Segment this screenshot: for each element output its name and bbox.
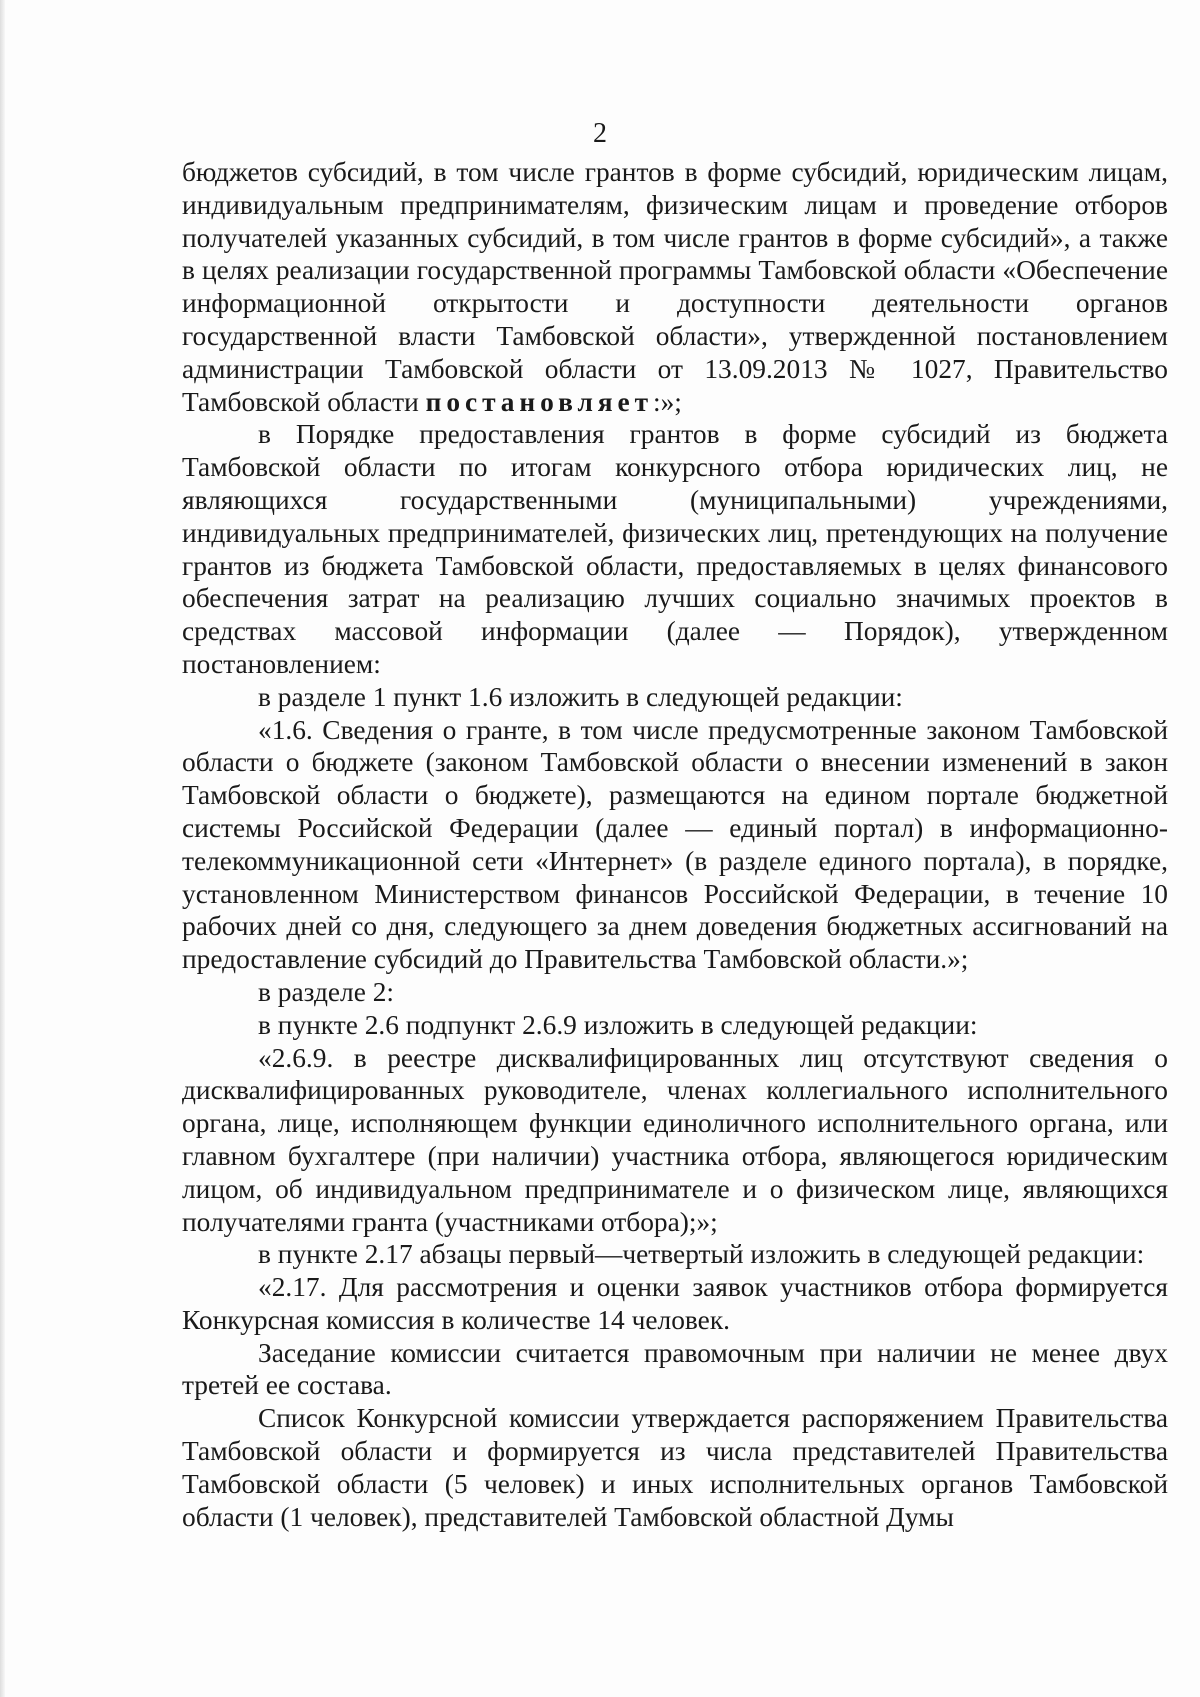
paragraph-7: «2.6.9. в реестре дисквалифицированных лиц отсутствуют сведения о дисквалифицированных руководителе, членах коллегиального исполнительного органа, лице, исполняющем функции единоличного исполнительного органа, или главном бухгалтере (при наличии) участника отбора, являющегося юридическим лицом, об индивидуальном предпринимателе и о физическом лице, являющихся получателями гранта (участниками отбора);»; <box>182 1042 1168 1237</box>
paragraph-4: «1.6. Сведения о гранте, в том числе предусмотренные законом Тамбовской области о бюджете (законом Тамбовской области о внесении изменений в закон Тамбовской области о бюджете), размещаются на едином портале бюджетной системы Российской Федерации (далее — единый портал) в информационно-телекоммуникационной сети «Интернет» (в разделе единого портала), в порядке, установленном Министерством финансов Российской Федерации, в течение 10 рабочих дней со дня, следующего за днем доведения бюджетных ассигнований на предоставление субсидий до Правительства Тамбовской области.»; <box>182 714 1168 975</box>
paragraph-8: в пункте 2.17 абзацы первый—четвертый изложить в следующей редакции: <box>258 1239 1145 1270</box>
document-body <box>182 156 1168 1533</box>
page-number: 2 <box>593 118 607 149</box>
scan-edge <box>0 0 5 1697</box>
paragraph-2: в Порядке предоставления грантов в форме субсидий из бюджета Тамбовской области по итогам конкурсного отбора юридических лиц, не являющихся государственными (муниципальными) учреждениями, индивидуальных предпринимателей, физических лиц, претендующих на получение грантов из бюджета Тамбовской области, предоставляемых в целях финансового обеспечения затрат на реализацию лучших социально значимых проектов в средствах массовой информации (далее — Порядок), утвержденном постановлением: <box>182 419 1168 679</box>
paragraph-1 <box>182 156 1168 418</box>
paragraph-10: Заседание комиссии считается правомочным при наличии не менее двух третей ее состава. <box>182 1337 1168 1401</box>
paragraph-1-text: бюджетов субсидий, в том числе грантов в форме субсидий, юридическим лицам, индивидуальным предпринимателям, физическим лицам и проведение отборов получателей указанных субсидий, в том числе грантов в форме субсидий», а также в целях реализации государственной программы Тамбовской области «Обеспечение информационной открытости и доступности деятельности органов государственной власти Тамбовской области», утвержденной постановлением администрации Тамбовской области от 13.09.2013 № 1027, Правительство Тамбовской области <box>182 157 1168 417</box>
paragraph-1-end: :»; <box>652 386 682 417</box>
paragraph-9: «2.17. Для рассмотрения и оценки заявок участников отбора формируется Конкурсная комиссия в количестве 14 человек. <box>182 1272 1168 1335</box>
paragraph-5: в разделе 2: <box>258 976 395 1007</box>
paragraph-3: в разделе 1 пункт 1.6 изложить в следующей редакции: <box>258 681 903 712</box>
emphasized-word: постановляет <box>425 386 653 417</box>
paragraph-6: в пункте 2.6 подпункт 2.6.9 изложить в следующей редакции: <box>258 1009 978 1040</box>
paragraph-11: Список Конкурсной комиссии утверждается распоряжением Правительства Тамбовской области и формируется из числа представителей Правительства Тамбовской области (5 человек) и иных исполнительных органов Тамбовской области (1 человек), представителей Тамбовской областной Думы <box>182 1403 1168 1532</box>
